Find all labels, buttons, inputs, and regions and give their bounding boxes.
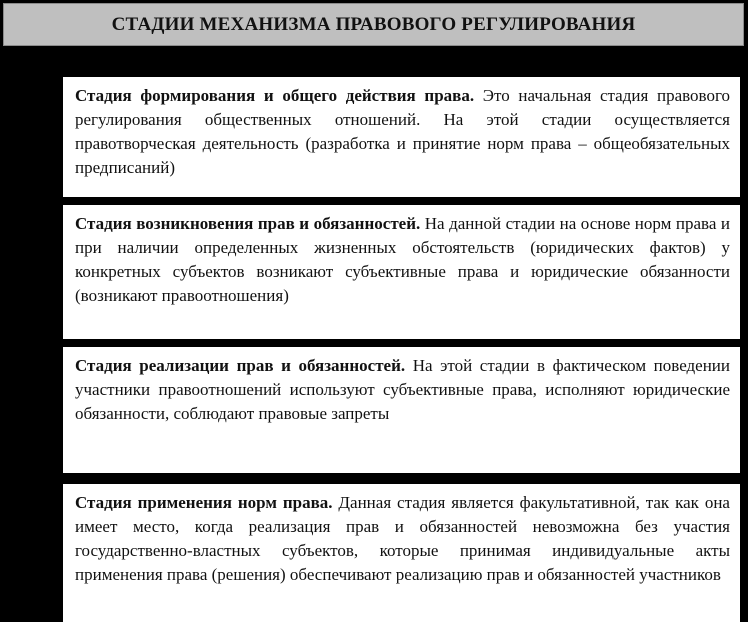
stage-card-formation — [63, 77, 740, 197]
stage-card-application — [63, 484, 740, 622]
stage-card-emergence — [63, 205, 740, 339]
stage-heading: Стадия применения норм права. — [75, 493, 333, 512]
stage-text: На данной стадии на основе норм права и при наличии определенных жизненных обстоятельств (юридических фактов) у конкретных субъектов возникают субъективные права и юридические обязанности (возникают правоотношения) — [75, 214, 730, 305]
stage-card-realization — [63, 347, 740, 473]
stage-heading: Стадия возникновения прав и обязанностей. — [75, 214, 421, 233]
stage-text: Это начальная стадия правового регулирования общественных отношений. На этой стадии осуществляется правотворческая деятельность (разработка и принятие норм права – общеобязательных предписаний) — [75, 86, 730, 177]
stage-text: Данная стадия является факультативной, так как она имеет место, когда реализация прав и обязанностей невозможна без участия государственно-властных субъектов, которые принимая индивидуальные акты применения права (решения) обеспечивают реализацию прав и обязанностей участников — [75, 493, 730, 584]
stage-heading: Стадия формирования и общего действия права. — [75, 86, 475, 105]
page-title: СТАДИИ МЕХАНИЗМА ПРАВОВОГО РЕГУЛИРОВАНИЯ — [3, 3, 744, 46]
stage-heading: Стадия реализации прав и обязанностей. — [75, 356, 406, 375]
stage-text: На этой стадии в фактическом поведении участники правоотношений используют субъективные права, исполняют юридические обязанности, соблюдают правовые запреты — [75, 356, 730, 423]
